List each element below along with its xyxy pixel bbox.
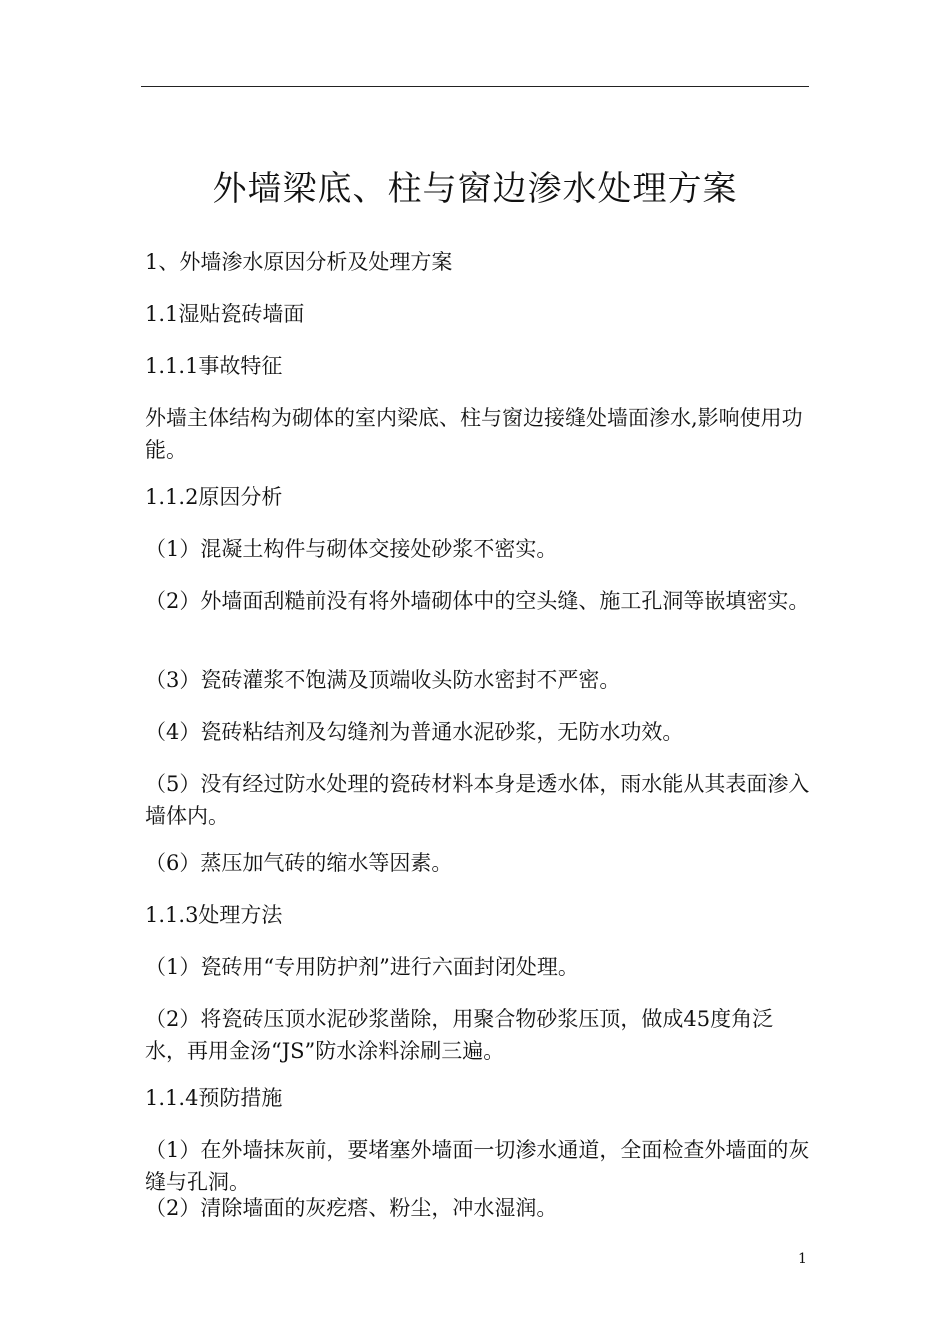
page-number: 1 — [798, 1251, 807, 1267]
list-item: （1）混凝土构件与砌体交接处砂浆不密实。 — [145, 537, 558, 561]
subsection-heading: 1.1.4预防措施 — [145, 1086, 283, 1110]
list-item: （1）瓷砖用“专用防护剂”进行六面封闭处理。 — [145, 955, 579, 979]
header-rule — [141, 86, 809, 87]
list-item: （6）蒸压加气砖的缩水等因素。 — [145, 851, 453, 875]
list-item: （2）外墙面刮糙前没有将外墙砌体中的空头缝、施工孔洞等嵌填密实。 — [145, 589, 810, 613]
document-title: 外墙梁底、柱与窗边渗水处理方案 — [212, 169, 738, 209]
subsection-heading: 1.1.1事故特征 — [145, 354, 283, 378]
section-heading: 1、外墙渗水原因分析及处理方案 — [145, 250, 453, 274]
list-item: （5）没有经过防水处理的瓷砖材料本身是透水体，雨水能从其表面渗入墙体内。 — [145, 772, 810, 828]
subsection-heading: 1.1.2原因分析 — [145, 485, 283, 509]
body-paragraph: 外墙主体结构为砌体的室内梁底、柱与窗边接缝处墙面渗水,影响使用功能。 — [145, 406, 803, 462]
subsection-heading: 1.1.3处理方法 — [145, 903, 283, 927]
subsection-heading: 1.1湿贴瓷砖墙面 — [145, 302, 305, 326]
list-item: （4）瓷砖粘结剂及勾缝剂为普通水泥砂浆，无防水功效。 — [145, 720, 684, 744]
list-item: （2）将瓷砖压顶水泥砂浆凿除，用聚合物砂浆压顶，做成45度角泛水，再用金汤“JS”防水涂料涂刷三遍。 — [145, 1007, 774, 1063]
list-item: （2）清除墙面的灰疙瘩、粉尘，冲水湿润。 — [145, 1196, 558, 1220]
list-item: （1）在外墙抹灰前，要堵塞外墙面一切渗水通道，全面检查外墙面的灰缝与孔洞。 — [145, 1138, 810, 1194]
list-item: （3）瓷砖灌浆不饱满及顶端收头防水密封不严密。 — [145, 668, 621, 692]
